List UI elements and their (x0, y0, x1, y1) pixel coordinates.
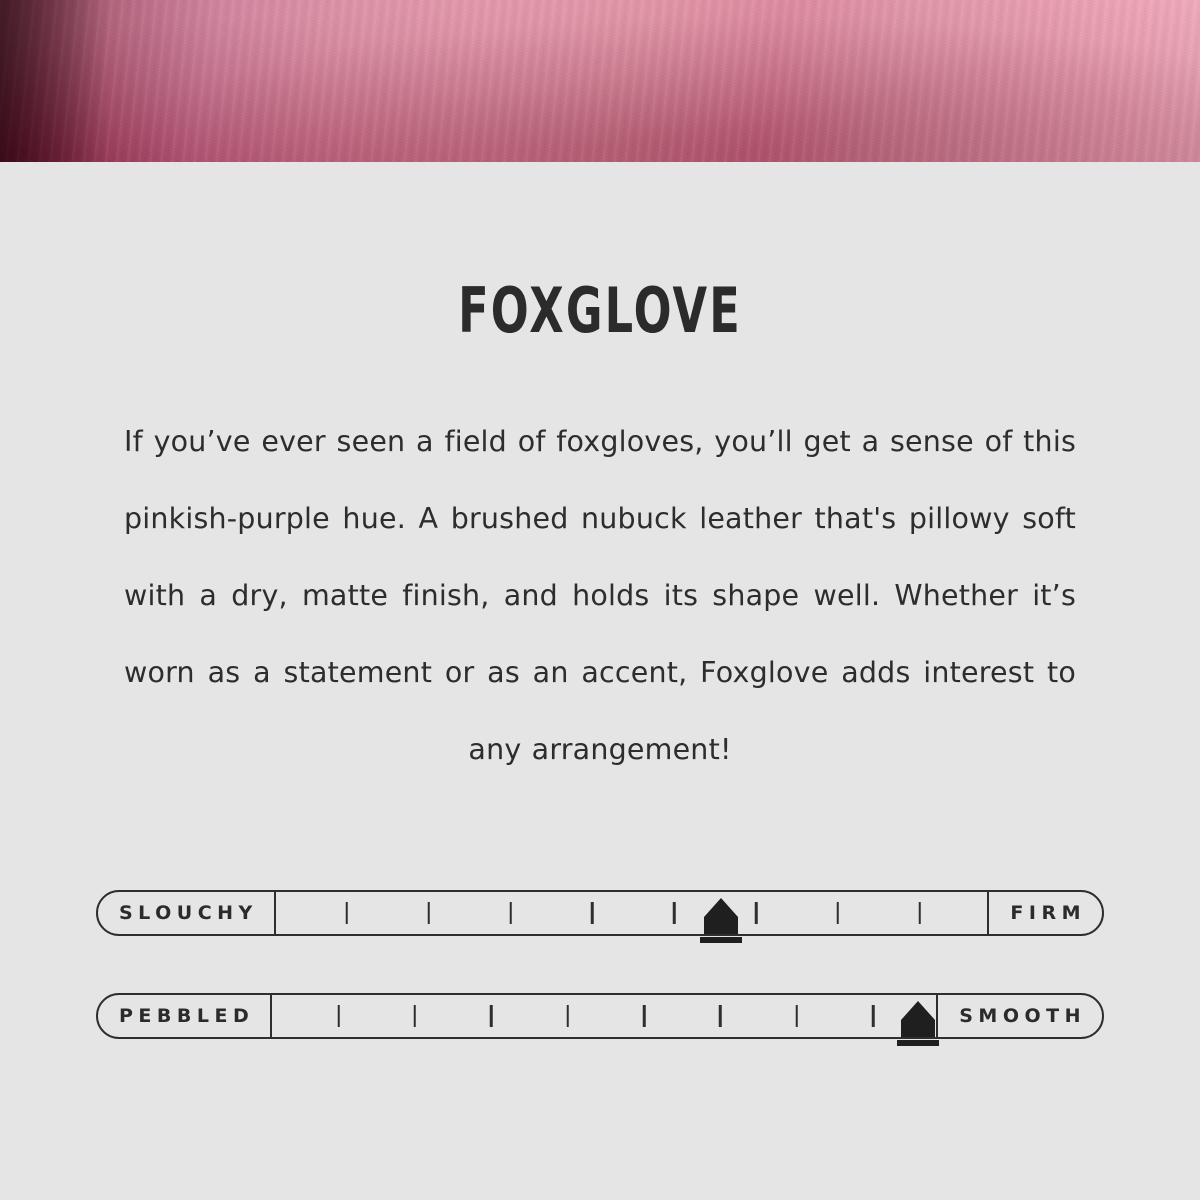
slider-tick (643, 1005, 646, 1027)
slider-left-label: PEBBLED (98, 995, 272, 1037)
slider-tick (872, 1005, 875, 1027)
slider-tick (796, 1005, 799, 1027)
slider-tick (346, 902, 349, 924)
slider-ticks (272, 995, 936, 1037)
slider-handle-bar (700, 937, 742, 943)
page-title: FOXGLOVE (458, 274, 742, 347)
slider-tick (673, 902, 676, 924)
leather-swatch-image (0, 0, 1200, 162)
slider-tick (490, 1005, 493, 1027)
card-content (0, 162, 1200, 788)
slider-texture[interactable] (96, 993, 1104, 1043)
slider-right-label: FIRM (987, 892, 1102, 934)
slider-tick (755, 902, 758, 924)
slider-left-label: SLOUCHY (98, 892, 276, 934)
slider-tick (919, 902, 922, 924)
slider-tick (414, 1005, 417, 1027)
product-description: If you’ve ever seen a field of foxgloves, you’ll get a sense of this pinkish-purple hue. A brushed nubuck leather that's pillowy soft with a dry, matte finish, and holds its shape well. Whether it’s worn as a statement or as an accent, Foxglove adds interest to any arrangement! (124, 425, 1076, 766)
slider-right-label: SMOOTH (936, 995, 1102, 1037)
slider-structure[interactable] (96, 890, 1104, 940)
slider-tick (337, 1005, 340, 1027)
attribute-sliders (0, 890, 1200, 1096)
swatch-left-shadow (0, 0, 1200, 162)
slider-track[interactable] (96, 993, 1104, 1039)
slider-tick (591, 902, 594, 924)
slider-tick (566, 1005, 569, 1027)
slider-track[interactable] (96, 890, 1104, 936)
slider-tick (719, 1005, 722, 1027)
slider-tick (428, 902, 431, 924)
slider-tick (837, 902, 840, 924)
slider-handle-bar (897, 1040, 939, 1046)
slider-ticks (276, 892, 988, 934)
slider-tick (509, 902, 512, 924)
